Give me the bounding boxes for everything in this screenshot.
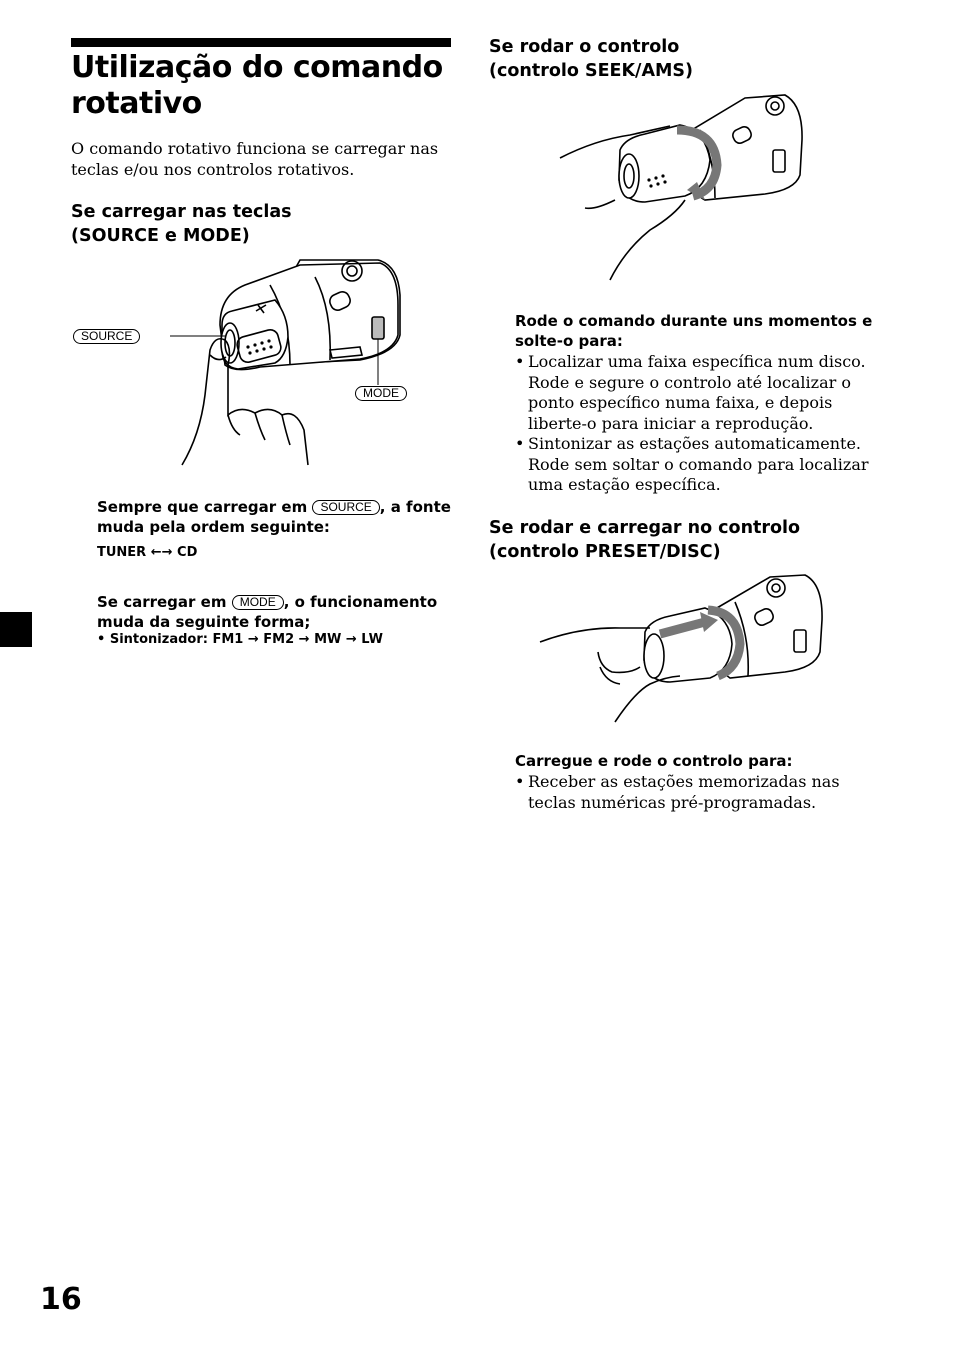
rotary-commander-rotate-illustration [555, 90, 815, 290]
source-instruction-before: Sempre que carregar em [97, 498, 308, 516]
seek-bullet-list [515, 352, 871, 496]
mode-button-label: MODE [355, 386, 407, 401]
mode-instruction-before: Se carregar em [97, 593, 227, 611]
chapter-tab [0, 612, 32, 647]
source-button-label: SOURCE [73, 329, 140, 344]
preset-bullet-list [515, 772, 871, 813]
source-key: SOURCE [312, 500, 379, 515]
section-press-heading [71, 200, 451, 248]
mode-order: • Sintonizador: FM1 → FM2 → MW → LW [97, 632, 383, 647]
source-order: TUNER ←→ CD [97, 545, 198, 560]
section-seek-heading [489, 35, 869, 83]
mode-instruction-after: , o funcionamento muda da seguinte forma; [97, 593, 438, 631]
page-number: 16 [40, 1282, 82, 1317]
source-instruction-after: , a fonte muda pela ordem seguinte: [97, 498, 451, 536]
section-preset-heading-line2: (controlo PRESET/DISC) [489, 542, 721, 562]
rotary-commander-push-rotate-illustration [540, 572, 825, 732]
preset-instruction: Carregue e rode o controlo para: [515, 752, 793, 770]
page-title: Utilização do comando rotativo [71, 50, 443, 121]
title-rule [71, 38, 451, 47]
source-instruction [97, 497, 457, 537]
section-press-heading-line2: (SOURCE e MODE) [71, 226, 250, 246]
intro-paragraph: O comando rotativo funciona se carregar nas teclas e/ou nos controlos rotativos. [71, 139, 439, 179]
seek-instruction: Rode o comando durante uns momentos e solte-o para: [515, 312, 873, 350]
section-preset-heading [489, 516, 889, 564]
list-item: • Sintonizar as estações automaticamente. Rode sem soltar o comando para localizar uma estação específica. [515, 434, 871, 496]
list-item: • Receber as estações memorizadas nas teclas numéricas pré-programadas. [515, 772, 871, 813]
section-press-heading-line1: Se carregar nas teclas [71, 202, 292, 222]
section-preset-heading-line1: Se rodar e carregar no controlo [489, 518, 801, 538]
rotary-commander-press-illustration [60, 255, 420, 475]
section-seek-heading-line2: (controlo SEEK/AMS) [489, 61, 694, 81]
mode-instruction [97, 592, 457, 632]
section-seek-heading-line1: Se rodar o controlo [489, 37, 680, 57]
list-item: • Localizar uma faixa específica num disco. Rode e segure o controlo até localizar o ponto específico numa faixa, e depois liberte-o para iniciar a reprodução. [515, 352, 871, 434]
mode-key: MODE [232, 595, 284, 610]
